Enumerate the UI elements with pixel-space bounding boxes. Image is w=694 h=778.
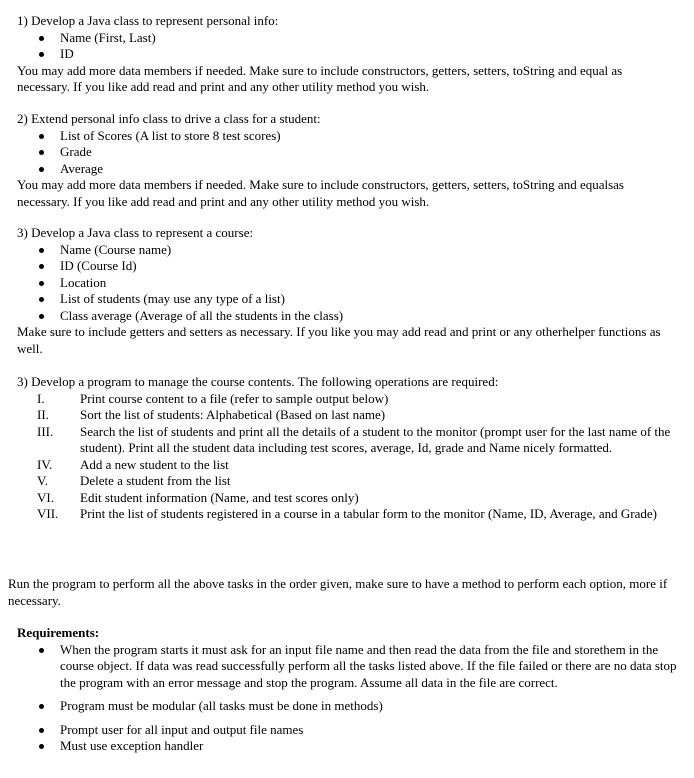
requirements-list bbox=[17, 642, 677, 692]
requirement-item: Prompt user for all input and output file names bbox=[17, 722, 677, 739]
operation-number: IV. bbox=[37, 456, 53, 472]
operation-item bbox=[17, 490, 677, 507]
section-2-heading: 2) Extend personal info class to drive a class for a student: bbox=[17, 111, 321, 126]
operation-number: VII. bbox=[37, 506, 59, 521]
section-3-heading: 3) Develop a Java class to represent a course: bbox=[17, 225, 254, 240]
operation-text: Print course content to a file (refer to sample output below) bbox=[80, 390, 389, 406]
operation-text: Search the list of students and print all the details of a student to the monitor (prompt user for the last name of the student). Print all the student data including test scores, average, Id, grade and Name nicely formatted. bbox=[80, 423, 671, 455]
section-2-note: You may add more data members if needed. Make sure to include constructors, getters, setters, toString and equalsas necessary. If you like add read and print and any other utility method you wish. bbox=[17, 177, 624, 209]
list-item: List of Scores (A list to store 8 test scores) bbox=[17, 128, 677, 145]
requirement-item: When the program starts it must ask for an input file name and then read the data from the file and storethem in the course object. If data was read successfully perform all the tasks listed above. If the file failed or there are no data stop the program with an error message and stop the program. Assume all data in the file are correct. bbox=[17, 642, 677, 692]
operation-text: Add a new student to the list bbox=[80, 456, 229, 472]
list-item: List of students (may use any type of a list) bbox=[17, 291, 677, 308]
run-instructions bbox=[8, 576, 678, 609]
run-paragraph: Run the program to perform all the above tasks in the order given, make sure to have a method to perform each option, more if necessary. bbox=[8, 576, 668, 608]
operation-number: II. bbox=[37, 407, 49, 422]
operation-item bbox=[17, 457, 677, 474]
section-4 bbox=[17, 374, 677, 523]
operation-text: Delete a student from the list bbox=[80, 473, 231, 488]
operation-item bbox=[17, 473, 677, 490]
list-item: Class average (Average of all the students in the class) bbox=[17, 308, 677, 325]
section-1-list bbox=[17, 30, 677, 63]
requirements-list-cont bbox=[17, 698, 677, 715]
requirement-item: Must use exception handler bbox=[17, 738, 677, 755]
operation-number: III. bbox=[37, 423, 54, 439]
section-3 bbox=[17, 225, 677, 357]
section-3-list bbox=[17, 242, 677, 325]
section-1-heading: 1) Develop a Java class to represent personal info: bbox=[17, 13, 279, 28]
list-item: Average bbox=[17, 161, 677, 178]
requirements-list-cont bbox=[17, 722, 677, 755]
list-item: Name (Course name) bbox=[17, 242, 677, 259]
section-2 bbox=[17, 111, 677, 210]
list-item: ID (Course Id) bbox=[17, 258, 677, 275]
operation-number: VI. bbox=[37, 489, 54, 505]
operation-text: Sort the list of students: Alphabetical (Based on last name) bbox=[80, 407, 386, 422]
requirements-title: Requirements: bbox=[17, 625, 100, 640]
list-item: Location bbox=[17, 275, 677, 292]
section-1 bbox=[17, 13, 677, 96]
operation-text: Print the list of students registered in a course in a tabular form to the monitor (Name, ID, Average, and Grade) bbox=[80, 506, 658, 521]
operations-list bbox=[17, 391, 677, 523]
requirement-item: Program must be modular (all tasks must be done in methods) bbox=[17, 698, 677, 715]
requirements-section bbox=[17, 625, 677, 755]
section-1-note: You may add more data members if needed. Make sure to include constructors, getters, setters, toString and equal as necessary. If you like add read and print and any other utility method you wish. bbox=[17, 62, 623, 94]
list-item: Grade bbox=[17, 144, 677, 161]
list-item: ID bbox=[17, 46, 677, 63]
section-3-note: Make sure to include getters and setters as necessary. If you like you may add read and print or any otherhelper functions as well. bbox=[17, 324, 661, 356]
list-item: Name (First, Last) bbox=[17, 30, 677, 47]
operation-item bbox=[17, 407, 677, 424]
operation-item bbox=[17, 391, 677, 408]
section-2-list bbox=[17, 128, 677, 178]
operation-item bbox=[17, 424, 677, 457]
operation-number: I. bbox=[37, 390, 45, 406]
section-4-heading: 3) Develop a program to manage the course contents. The following operations are required: bbox=[17, 374, 499, 389]
operation-text: Edit student information (Name, and test scores only) bbox=[80, 489, 359, 505]
operation-item bbox=[17, 506, 677, 523]
operation-number: V. bbox=[37, 473, 48, 488]
